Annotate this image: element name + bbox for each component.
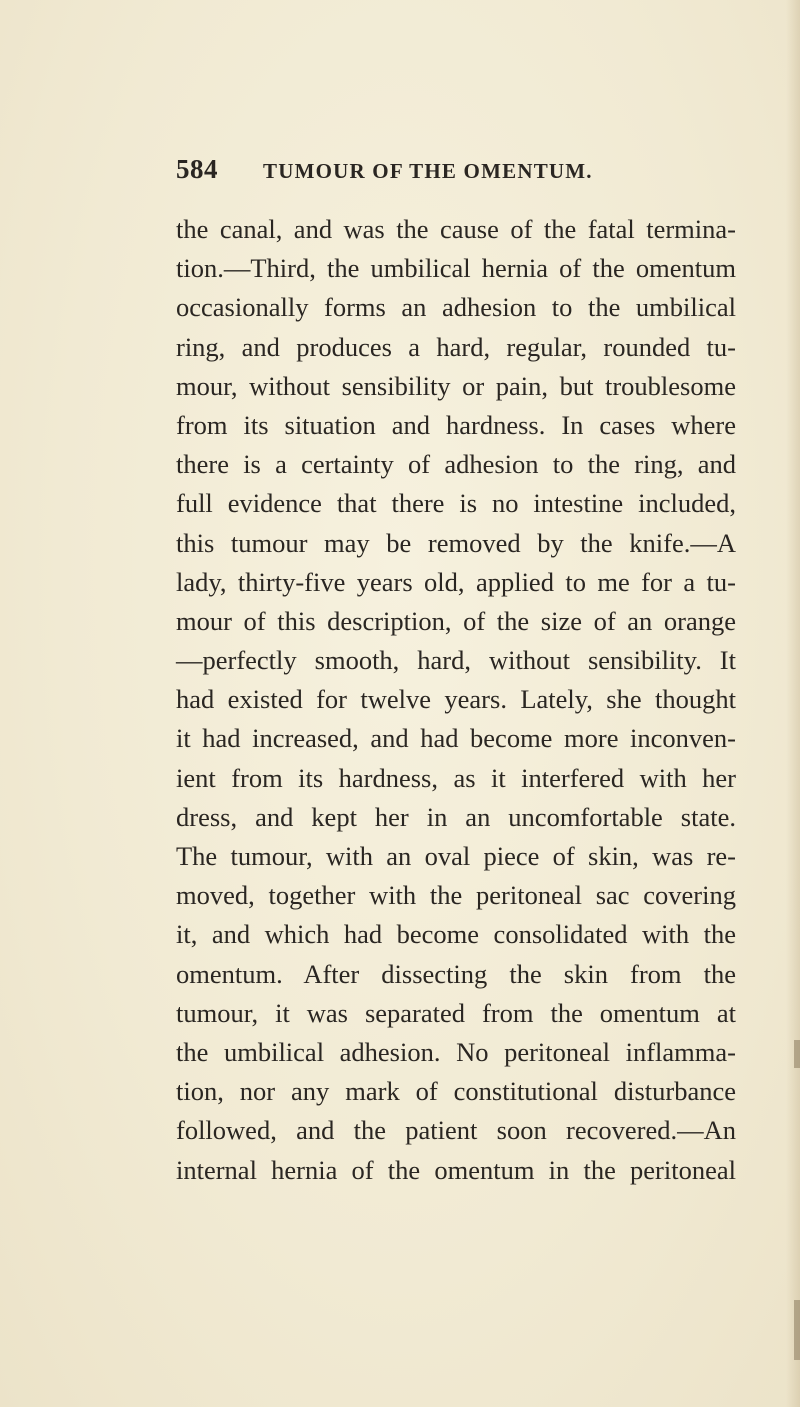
text-line: moved, together with the peritoneal sac covering bbox=[176, 880, 736, 911]
running-title: TUMOUR OF THE OMENTUM. bbox=[263, 159, 593, 183]
text-line: the umbilical adhesion. No peritoneal inflamma- bbox=[176, 1036, 736, 1067]
text-line: mour of this description, of the size of an orange bbox=[176, 605, 736, 636]
page-edge-mark bbox=[794, 1300, 800, 1360]
text-line: ient from its hardness, as it interfered with her bbox=[176, 762, 736, 793]
text-line: it, and which had become consolidated with the bbox=[176, 919, 736, 950]
text-line: The tumour, with an oval piece of skin, was re- bbox=[176, 841, 736, 871]
text-line: occasionally forms an adhesion to the umbilical bbox=[176, 292, 736, 323]
text-line: from its situation and hardness. In cases where bbox=[176, 409, 736, 440]
text-line: this tumour may be removed by the knife.—A bbox=[176, 527, 736, 558]
body-text bbox=[176, 210, 736, 1190]
text-line: mour, without sensibility or pain, but troublesome bbox=[176, 370, 736, 401]
text-line: tion.—Third, the umbilical hernia of the omentum bbox=[176, 253, 736, 284]
text-line: ring, and produces a hard, regular, rounded tu- bbox=[176, 331, 736, 362]
text-line: it had increased, and had become more inconven- bbox=[176, 723, 736, 754]
text-line: omentum. After dissecting the skin from the bbox=[176, 958, 736, 989]
text-line: —perfectly smooth, hard, without sensibility. It bbox=[176, 645, 736, 676]
text-line: had existed for twelve years. Lately, she thought bbox=[176, 684, 736, 715]
text-line: lady, thirty-five years old, applied to me for a tu- bbox=[176, 566, 736, 597]
text-line: internal hernia of the omentum in the peritoneal bbox=[176, 1154, 736, 1185]
text-line: followed, and the patient soon recovered.—An bbox=[176, 1115, 736, 1146]
text-line: tion, nor any mark of constitutional disturbance bbox=[176, 1076, 736, 1107]
text-line: the canal, and was the cause of the fatal termina- bbox=[176, 214, 736, 244]
running-head bbox=[176, 154, 736, 194]
page-edge-shadow bbox=[786, 0, 800, 1407]
text-line: full evidence that there is no intestine included, bbox=[176, 488, 736, 519]
page-edge-mark bbox=[794, 1040, 800, 1068]
text-line: tumour, it was separated from the omentum at bbox=[176, 997, 736, 1028]
text-line: dress, and kept her in an uncomfortable state. bbox=[176, 801, 736, 832]
text-line: there is a certainty of adhesion to the ring, and bbox=[176, 449, 736, 480]
page-number: 584 bbox=[176, 154, 218, 184]
